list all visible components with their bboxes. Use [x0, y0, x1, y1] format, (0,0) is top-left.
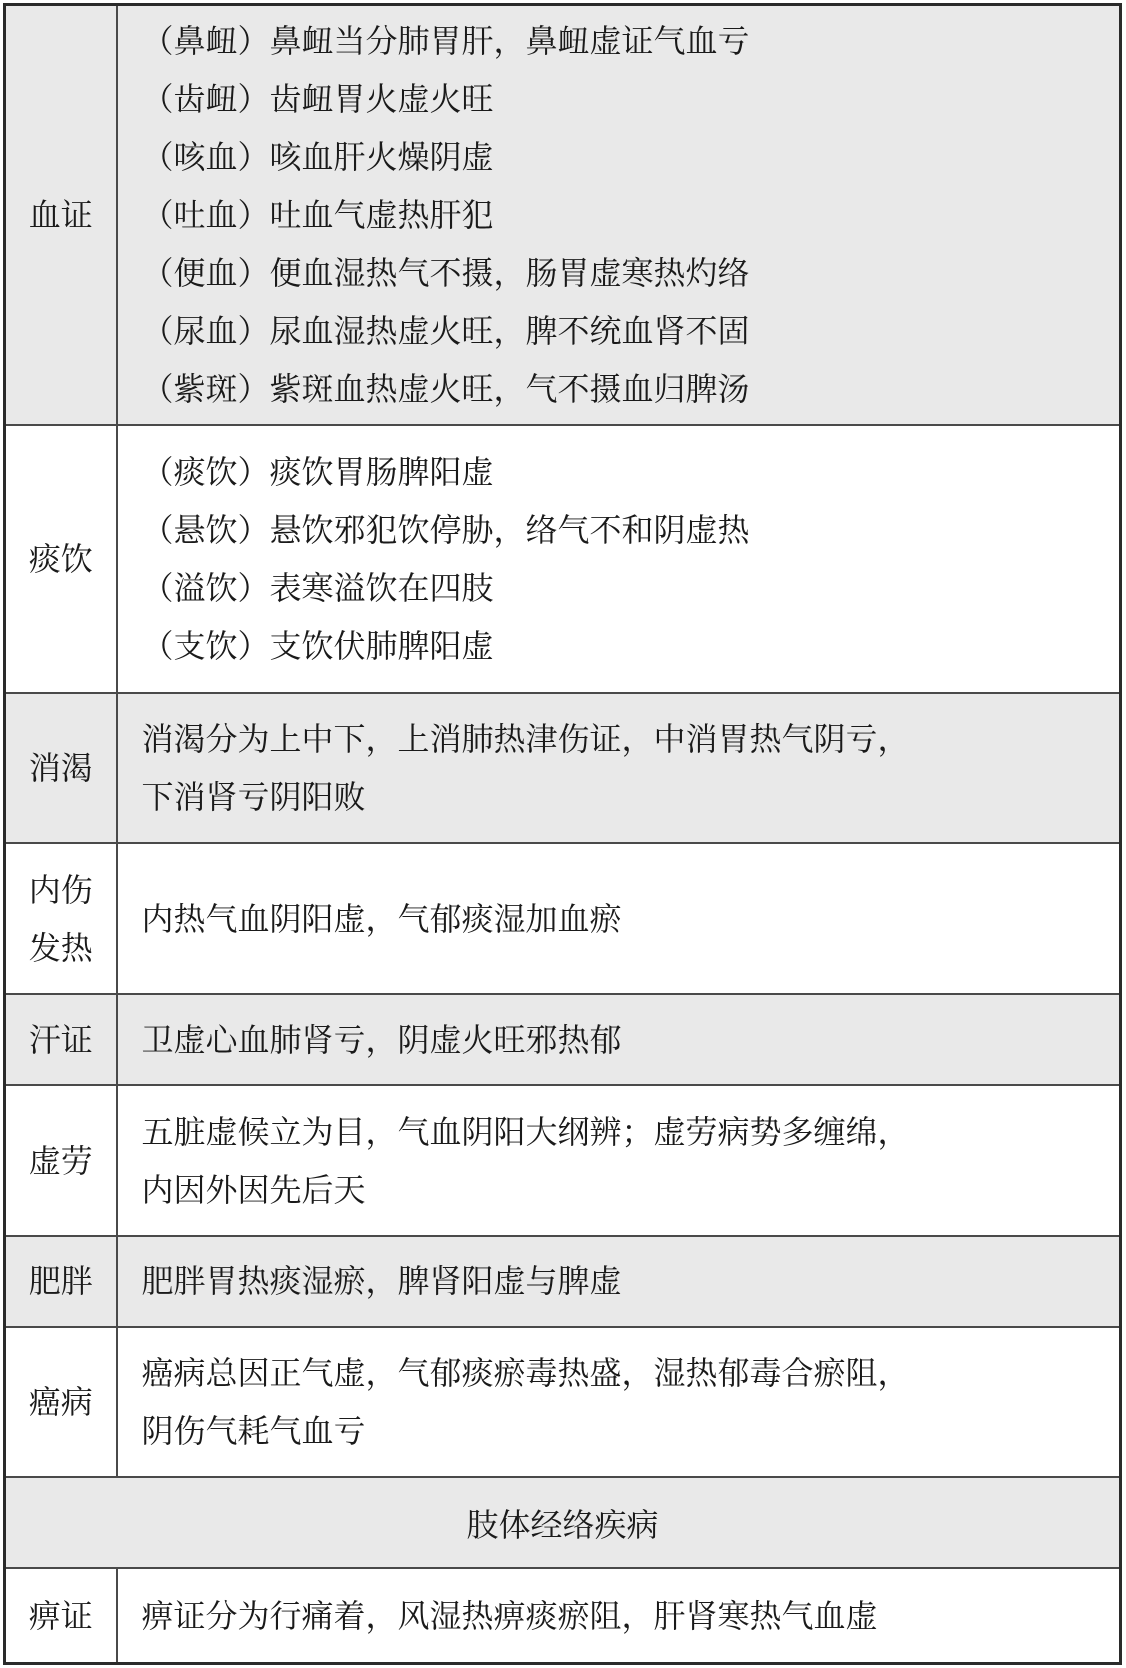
verse-line	[142, 443, 1110, 501]
verse-line: 内因外因先后天	[141, 1170, 366, 1209]
subtype-tag: （便血）	[141, 254, 270, 293]
verse-text: 吐血气虚热肝犯	[269, 196, 494, 235]
verse-line	[142, 128, 1110, 186]
verse-line: 内热气血阴阳虚，气郁痰湿加血瘀	[141, 899, 622, 938]
table-row-feipang	[5, 1236, 1121, 1327]
subtype-tag: （支饮）	[141, 626, 270, 665]
verse-line	[142, 70, 1110, 128]
subtype-tag: （痰饮）	[141, 452, 270, 491]
row-content	[117, 1568, 1121, 1663]
row-label: 肥胖	[5, 1236, 117, 1327]
verse-line: 癌病总因正气虚，气郁痰瘀毒热盛，湿热郁毒合瘀阻，	[141, 1353, 910, 1392]
row-content	[117, 5, 1121, 426]
verse-line	[142, 360, 1110, 418]
verse-text: 尿血湿热虚火旺，脾不统血肾不固	[269, 312, 750, 351]
row-label: 汗证	[5, 994, 117, 1085]
row-content	[117, 1327, 1121, 1477]
subtype-tag: （咳血）	[141, 138, 270, 177]
verse-line: 阴伤气耗气血亏	[141, 1411, 366, 1450]
table-row-tanyin	[5, 425, 1121, 692]
verse-text: 便血湿热气不摄，肠胃虚寒热灼络	[269, 254, 750, 293]
row-label: 痰饮	[5, 425, 117, 692]
table-row-xulao	[5, 1085, 1121, 1235]
verse-text: 痰饮胃肠脾阳虚	[269, 452, 494, 491]
table-row-xuezheng	[5, 5, 1121, 426]
row-label	[5, 843, 117, 994]
row-content	[117, 994, 1121, 1085]
subtype-tag: （鼻衄）	[141, 22, 270, 61]
row-label: 血证	[5, 5, 117, 426]
verse-line: 痹证分为行痛着，风湿热痹痰瘀阻，肝肾寒热气血虚	[141, 1596, 878, 1635]
subtype-tag: （吐血）	[141, 196, 270, 235]
table-row-aibing	[5, 1327, 1121, 1477]
verse-line	[142, 501, 1110, 559]
verse-text: 悬饮邪犯饮停胁，络气不和阴虚热	[269, 510, 750, 549]
section-header-row	[5, 1477, 1121, 1568]
table-row-neishang-fare	[5, 843, 1121, 994]
verse-text: 咳血肝火燥阴虚	[269, 138, 494, 177]
verse-line	[142, 186, 1110, 244]
row-content	[117, 425, 1121, 692]
verse-line: 肥胖胃热痰湿瘀，脾肾阳虚与脾虚	[141, 1262, 622, 1301]
section-heading: 肢体经络疾病	[5, 1477, 1121, 1568]
subtype-tag: （溢饮）	[141, 568, 270, 607]
subtype-tag: （悬饮）	[141, 510, 270, 549]
table-row-bizheng	[5, 1568, 1121, 1663]
row-label: 消渴	[5, 693, 117, 843]
row-label: 癌病	[5, 1327, 117, 1477]
row-content	[117, 693, 1121, 843]
row-content	[117, 843, 1121, 994]
table-row-xiaoke	[5, 693, 1121, 843]
verse-text: 紫斑血热虚火旺，气不摄血归脾汤	[269, 370, 750, 409]
table-row-hanzheng	[5, 994, 1121, 1085]
verse-text: 支饮伏肺脾阳虚	[269, 626, 494, 665]
verse-text: 表寒溢饮在四肢	[269, 568, 494, 607]
verse-line	[142, 244, 1110, 302]
row-label-line: 内伤	[28, 870, 93, 909]
verse-text: 鼻衄当分肺胃肝，鼻衄虚证气血亏	[269, 22, 750, 61]
verse-line	[142, 559, 1110, 617]
verse-line	[142, 12, 1110, 70]
verse-line	[142, 617, 1110, 675]
row-label-line: 发热	[28, 928, 93, 967]
row-content	[117, 1236, 1121, 1327]
row-label: 痹证	[5, 1568, 117, 1663]
subtype-tag: （齿衄）	[141, 80, 270, 119]
row-label: 虚劳	[5, 1085, 117, 1235]
verse-text: 齿衄胃火虚火旺	[269, 80, 494, 119]
disease-verse-table	[3, 3, 1122, 1665]
subtype-tag: （尿血）	[141, 312, 270, 351]
verse-line: 消渴分为上中下，上消肺热津伤证，中消胃热气阴亏，	[141, 719, 910, 758]
row-content	[117, 1085, 1121, 1235]
verse-line: 五脏虚候立为目，气血阴阳大纲辨；虚劳病势多缠绵，	[141, 1112, 910, 1151]
verse-line: 卫虚心血肺肾亏，阴虚火旺邪热郁	[141, 1020, 622, 1059]
verse-line	[142, 302, 1110, 360]
subtype-tag: （紫斑）	[141, 370, 270, 409]
verse-line: 下消肾亏阴阳败	[141, 777, 366, 816]
